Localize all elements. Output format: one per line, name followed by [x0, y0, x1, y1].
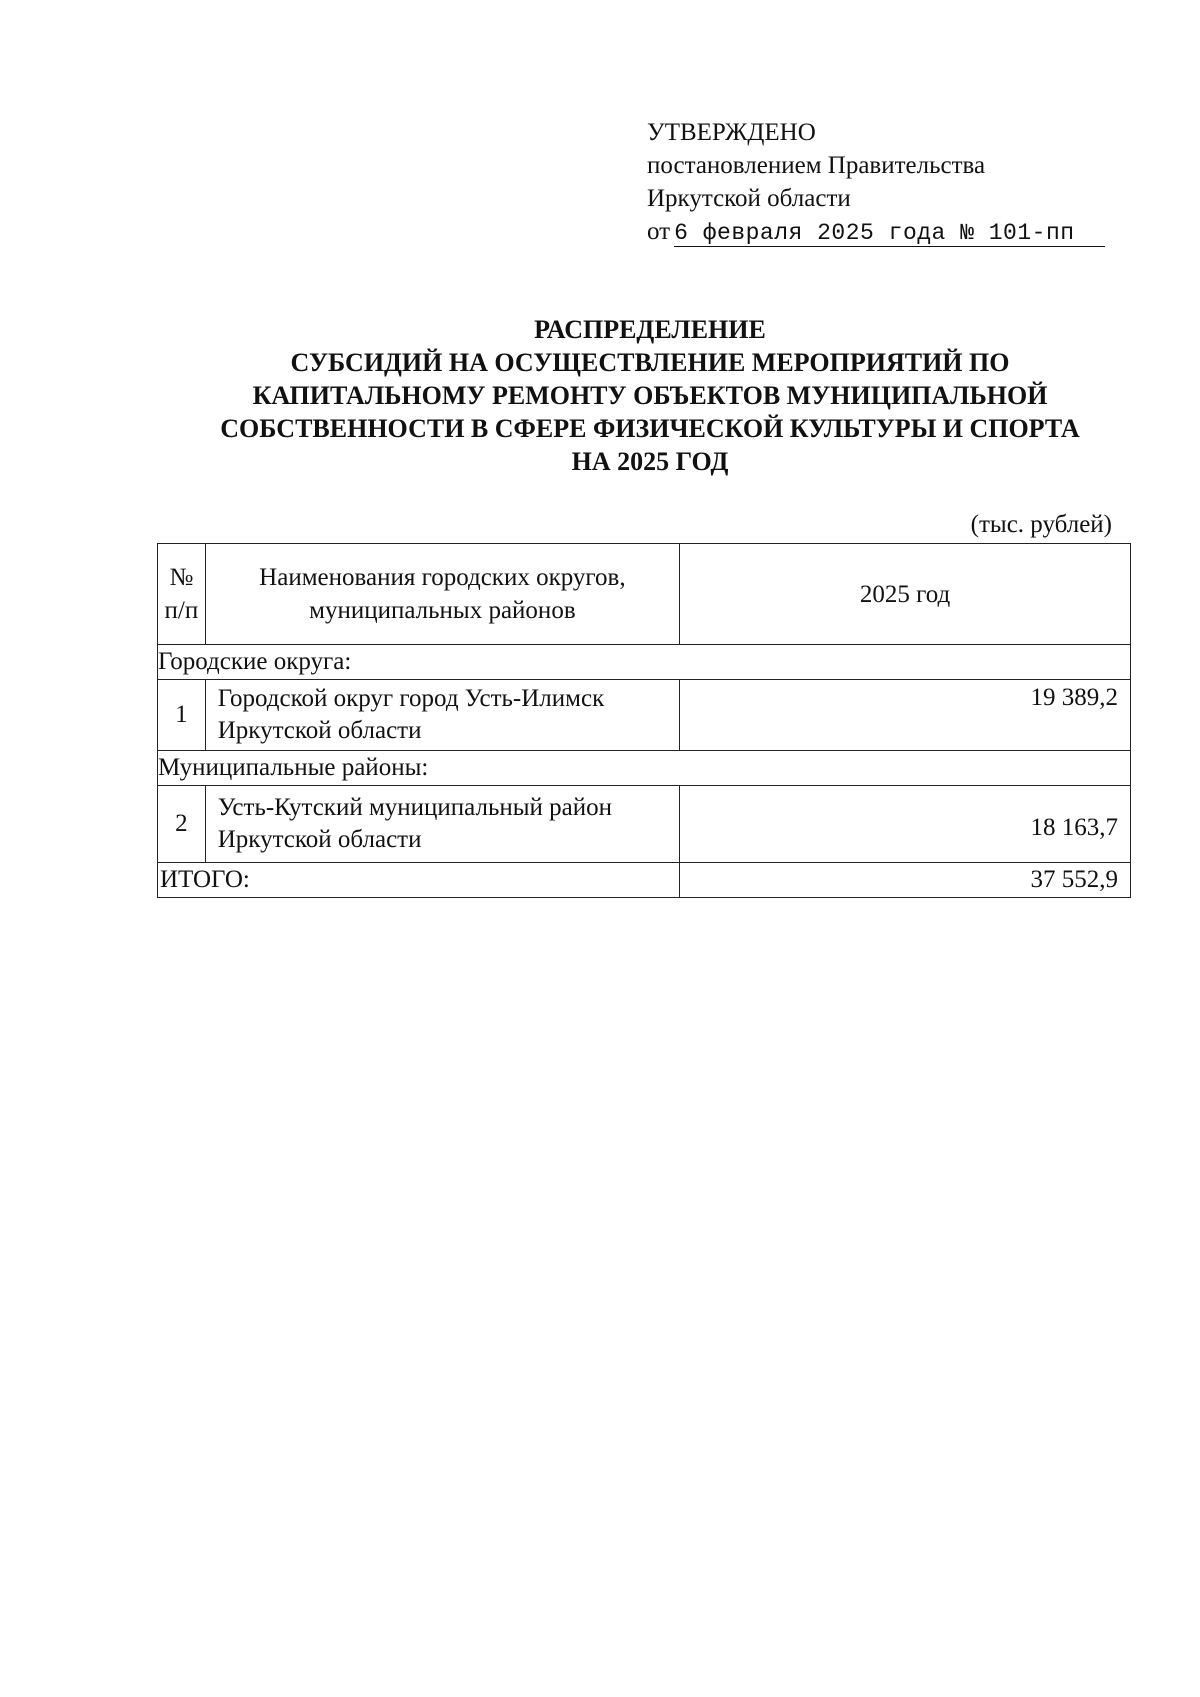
row-number: 1: [158, 680, 206, 751]
title-line-1: РАСПРЕДЕЛЕНИЕ: [534, 315, 766, 344]
group-label: Муниципальные районы:: [158, 751, 1131, 786]
approval-heading: УТВЕРЖДЕНО: [647, 119, 816, 146]
document-title: [140, 313, 1160, 478]
approval-date-line: [647, 215, 1127, 248]
title-line-5: НА 2025 ГОД: [571, 447, 729, 476]
title-line-3: КАПИТАЛЬНОМУ РЕМОНТУ ОБЪЕКТОВ МУНИЦИПАЛЬНОЙ: [252, 381, 1048, 410]
units-note: (тыс. рублей): [970, 511, 1112, 538]
row-name: [205, 680, 679, 751]
group-row-municipal-districts: [158, 751, 1131, 786]
table-header-row: [158, 544, 1131, 645]
title-line-2: СУБСИДИЙ НА ОСУЩЕСТВЛЕНИЕ МЕРОПРИЯТИЙ ПО: [290, 348, 1010, 377]
approval-line-1: постановлением Правительства: [647, 152, 986, 179]
header-number-abbr: п/п: [164, 597, 199, 624]
row-name-line-2: Иркутской области: [217, 826, 422, 853]
total-value: 37 552,9: [680, 863, 1131, 898]
distribution-table: [157, 543, 1131, 898]
approval-line-2: Иркутской области: [647, 185, 851, 212]
approval-date-prefix: от: [647, 218, 671, 245]
total-row: [158, 863, 1131, 898]
row-name: [205, 786, 679, 863]
header-name-line-1: Наименования городских округов,: [259, 564, 626, 591]
header-number-cell: [158, 544, 206, 645]
header-year-cell: 2025 год: [680, 544, 1131, 645]
table-row: [158, 680, 1131, 751]
header-name-line-2: муниципальных районов: [309, 597, 576, 624]
row-name-line-1: Усть-Кутский муниципальный район: [217, 794, 613, 821]
title-line-4: СОБСТВЕННОСТИ В СФЕРЕ ФИЗИЧЕСКОЙ КУЛЬТУРЫ И СПОРТА: [220, 414, 1080, 443]
group-label: Городские округа:: [158, 645, 1131, 680]
header-number-symbol: №: [169, 564, 194, 591]
approval-date-value: 6 февраля 2025 года № 101-пп: [674, 220, 1104, 247]
header-name-cell: [205, 544, 679, 645]
total-label: ИТОГО:: [158, 863, 680, 898]
approval-stamp-block: [647, 116, 1127, 248]
row-value: 18 163,7: [680, 786, 1131, 863]
row-name-line-1: Городской округ город Усть-Илимск: [217, 685, 605, 712]
row-name-line-2: Иркутской области: [217, 717, 422, 744]
group-row-urban-districts: [158, 645, 1131, 680]
row-number: 2: [158, 786, 206, 863]
table-row: [158, 786, 1131, 863]
row-value: 19 389,2: [680, 680, 1131, 751]
